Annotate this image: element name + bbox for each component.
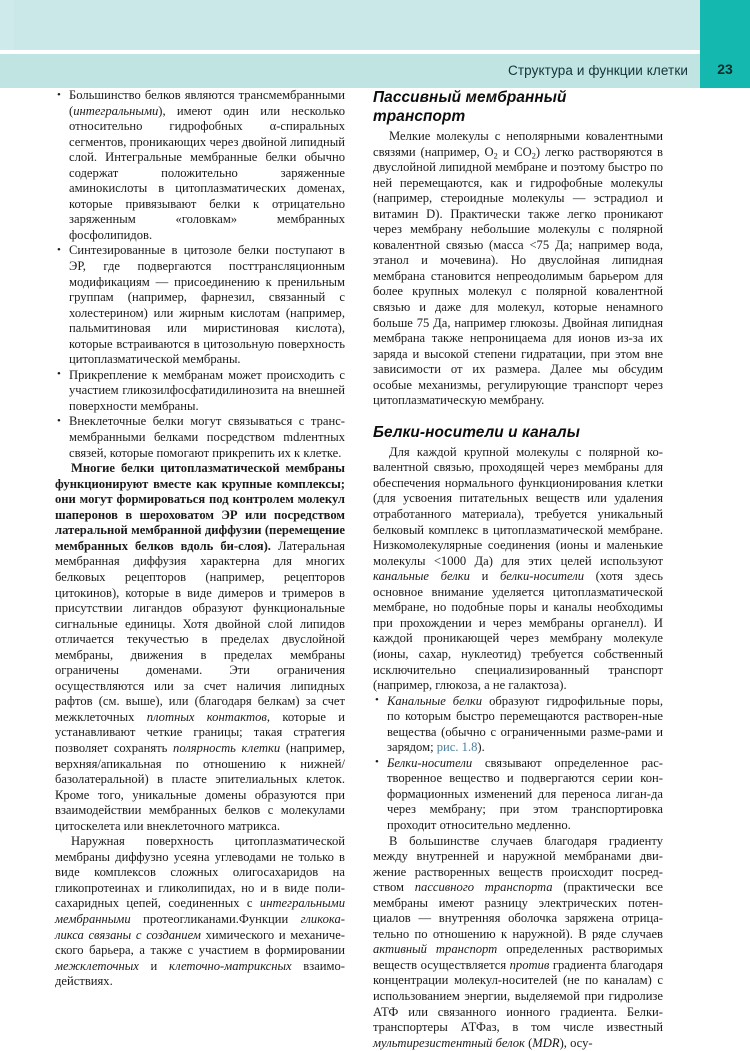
right-column [373, 88, 663, 1051]
figure-reference-link[interactable]: рис. 1.8 [436, 740, 478, 755]
section-heading-passive-transport: Пассивный мембранный транспорт [373, 89, 567, 125]
page-header [0, 0, 750, 88]
right-bullet-list [373, 694, 663, 834]
list-item: • Внеклеточные белки могут связываться с трансмембранными белками посредством mdлентных связей, которые помогают прикрепить их к клетке. [57, 414, 345, 460]
list-item [373, 694, 663, 756]
left-column [55, 88, 345, 1051]
left-final-paragraph: Наружная поверхность цитоплазматической мембраны диффузно усеяна углеводами не только в виде комплексов сложных олигосахаридов на гликопротеинах и гликолипидах, но и в виде полисахаридных цепей, соединенных с интегральными мембранными протеогликанами.Функции гликокаликса связаны с созданием химического и механического барьера, а также с участием в формировании межклеточных и клеточно-матриксных взаимодействиях. [55, 834, 345, 989]
bullet-text: образуют гидрофильные поры, по которым быстро перемещаются растворен-ные вещества (обычно с ограниченными разме-рами и зарядом; [387, 693, 664, 755]
bullet-icon: • [57, 414, 61, 427]
section-heading-carriers-channels: Белки-носители и каналы [373, 423, 580, 441]
list-item: • Большинство белков являются трансмембранными (интегральными), имеют один или несколько относительно гидрофобных α-спиральных сегментов, проникающих через двойной липидный слой. Интегральные мембранные белки обычно содержат положительно заряженные аминокислоты в цитоплазматических доменах, которые привязывают белки к отрицательно заряженным «головкам» мембранных фосфолипидов. [57, 88, 345, 242]
list-item: • Синтезированные в цитозоле белки поступают в ЭР, где подвергаются посттрансляционным модификациям — присоединению к пренильным группам (например, фарнезил, связанный с холестерином) или жирным кислотам (например, пальмитиновая или миристиновая кислота), которые встраиваются в цитозольную поверхность цитоплазматической мембраны. [57, 243, 345, 367]
right-paragraph-3: В большинстве случаев благодаря градиенту между внутренней и наружной мембранами движение растворенных веществ происходит посредством пассивного транспорта (практически все мембраны имеют разницу электрических потенциалов — внутренняя оболочка заряжена отрицательно по отношению к наружной). В ряде случаев активный транспорт определенных растворимых веществ осуществляется против градиента благодаря концентрации молекул-носителей (не по каналам) с использованием энергии, выделяемой при гидролизе АТФ или связанного ионного градиента. Белки-транспортеры АТФаз, в том числе известный мультирезистентный белок (MDR), осу- [373, 833, 663, 1050]
term-carrier-proteins: Белки-носители [387, 755, 473, 770]
list-item [373, 756, 663, 834]
right-paragraph-2: Для каждой крупной молекулы с полярной ковалентной связью, проходящей через мембраны для обеспечения нормального функционирования клетки (для усвоения питательных веществ или удаления отработанного материала), требуется уникальный белковый комплекс в цитоплазматической мембране. Низкомолекулярные соединения (ионы и маленькие молекулы <1000 Да) для этих целей используют канальные белки и белки-носители (хотя здесь основное внимание уделяется цитоплазматической мембране, но подобные поры и каналы необходимы при прохождении и через мембраны органелл). И каждой проникающей через мембрану молекуле (ионы, сахар, нуклеотид) требуется собственный исключительно специализированный транспорт (например, глюкоза, а не галактоза). [373, 444, 663, 693]
header-band-pale-inner [14, 0, 700, 50]
bullet-icon: • [375, 756, 379, 769]
bold-paragraph: Многие белки цитоплазматической мембраны функционируют вместе как крупные комплексы; они могут формироваться под контролем молекул шаперонов в шероховатом ЭР или посредством латеральной мембранной диффузии (перемещение мембранных белков вдоль би-слоя). Латеральная мембранная диффузия характерна для многих белковых рецепторов (например, рецепторов цитокинов), которые в виде димеров и тримеров в присутствии лигандов образуют функциональные сигнальные единицы. Хотя двойной слой липидов отличается текучестью в пределах двуслойной мембраны, движения в пределах мембраны ограничены доменами. Эти ограничения осуществляются или за счет наличия липидных рафтов (см. выше), или (благодаря белкам) за счет межклеточных плотных контактов, которые и устанавливают четкие границы; такая стратегия позволяет сохранять полярность клетки (например, верхняя/апикальная по отношению к нижней/базолатеральной) в пласте эпителиальных клеток. Кроме того, уникальные домены образуются при взаимодействии мембранных белков с молекулами цитоскелета или внеклеточного матрикса. [55, 461, 346, 833]
term-channel-proteins: Канальные белки [387, 693, 483, 708]
bullet-icon: • [57, 243, 61, 256]
bullet-icon: • [57, 368, 61, 381]
header-accent-block-top [700, 0, 750, 50]
left-bullet-list [55, 88, 345, 461]
bullet-icon: • [57, 88, 61, 101]
running-title: Структура и функции клетки [508, 63, 688, 78]
right-paragraph-1: Мелкие молекулы с неполярными ковалентными связями (например, $O_2$ и $CO_2$) легко растворяются в двуслойной липидной мембране и поэтому быстро по ней перемещаются, как и гидрофобные молекулы (например, стероидные молекулы — эстрадиол и витамин D). Практически также легко проникают через мембрану небольшие молекулы с полярной ковалентной связью (масса <75 Да; например вода, этанол и мочевина). Но двуслойная липидная мембрана становится непреодолимым барьером для более крупных молекул с полярной ковалентной связью и даже для молекул, которые ненамного больше 75 Да, например глюкозы. Двойная липидная мембрана также непроницаема для ионов из-за их заряда и высокой степени гидратации, при этом вне зависимости от их размера. Далее мы обсудим особые механизмы, регулирующие транспорт через цитоплазматическую мембрану. [373, 129, 664, 408]
page-body [0, 88, 750, 1051]
bullet-icon: • [375, 694, 379, 707]
bullet-text: связывают определенное рас-творенное вещество и подвергаются серии кон-формационных изменений для переноса лиган-да через мембрану; при этом транспортировка проходит относительно медленно. [387, 755, 663, 832]
bullet-tail: ). [477, 740, 485, 755]
page-number: 23 [717, 61, 733, 77]
list-item: • Прикрепление к мембранам может происходить с участием гликозилфосфатидилинозита на внешней поверхности мембраны. [57, 367, 345, 413]
